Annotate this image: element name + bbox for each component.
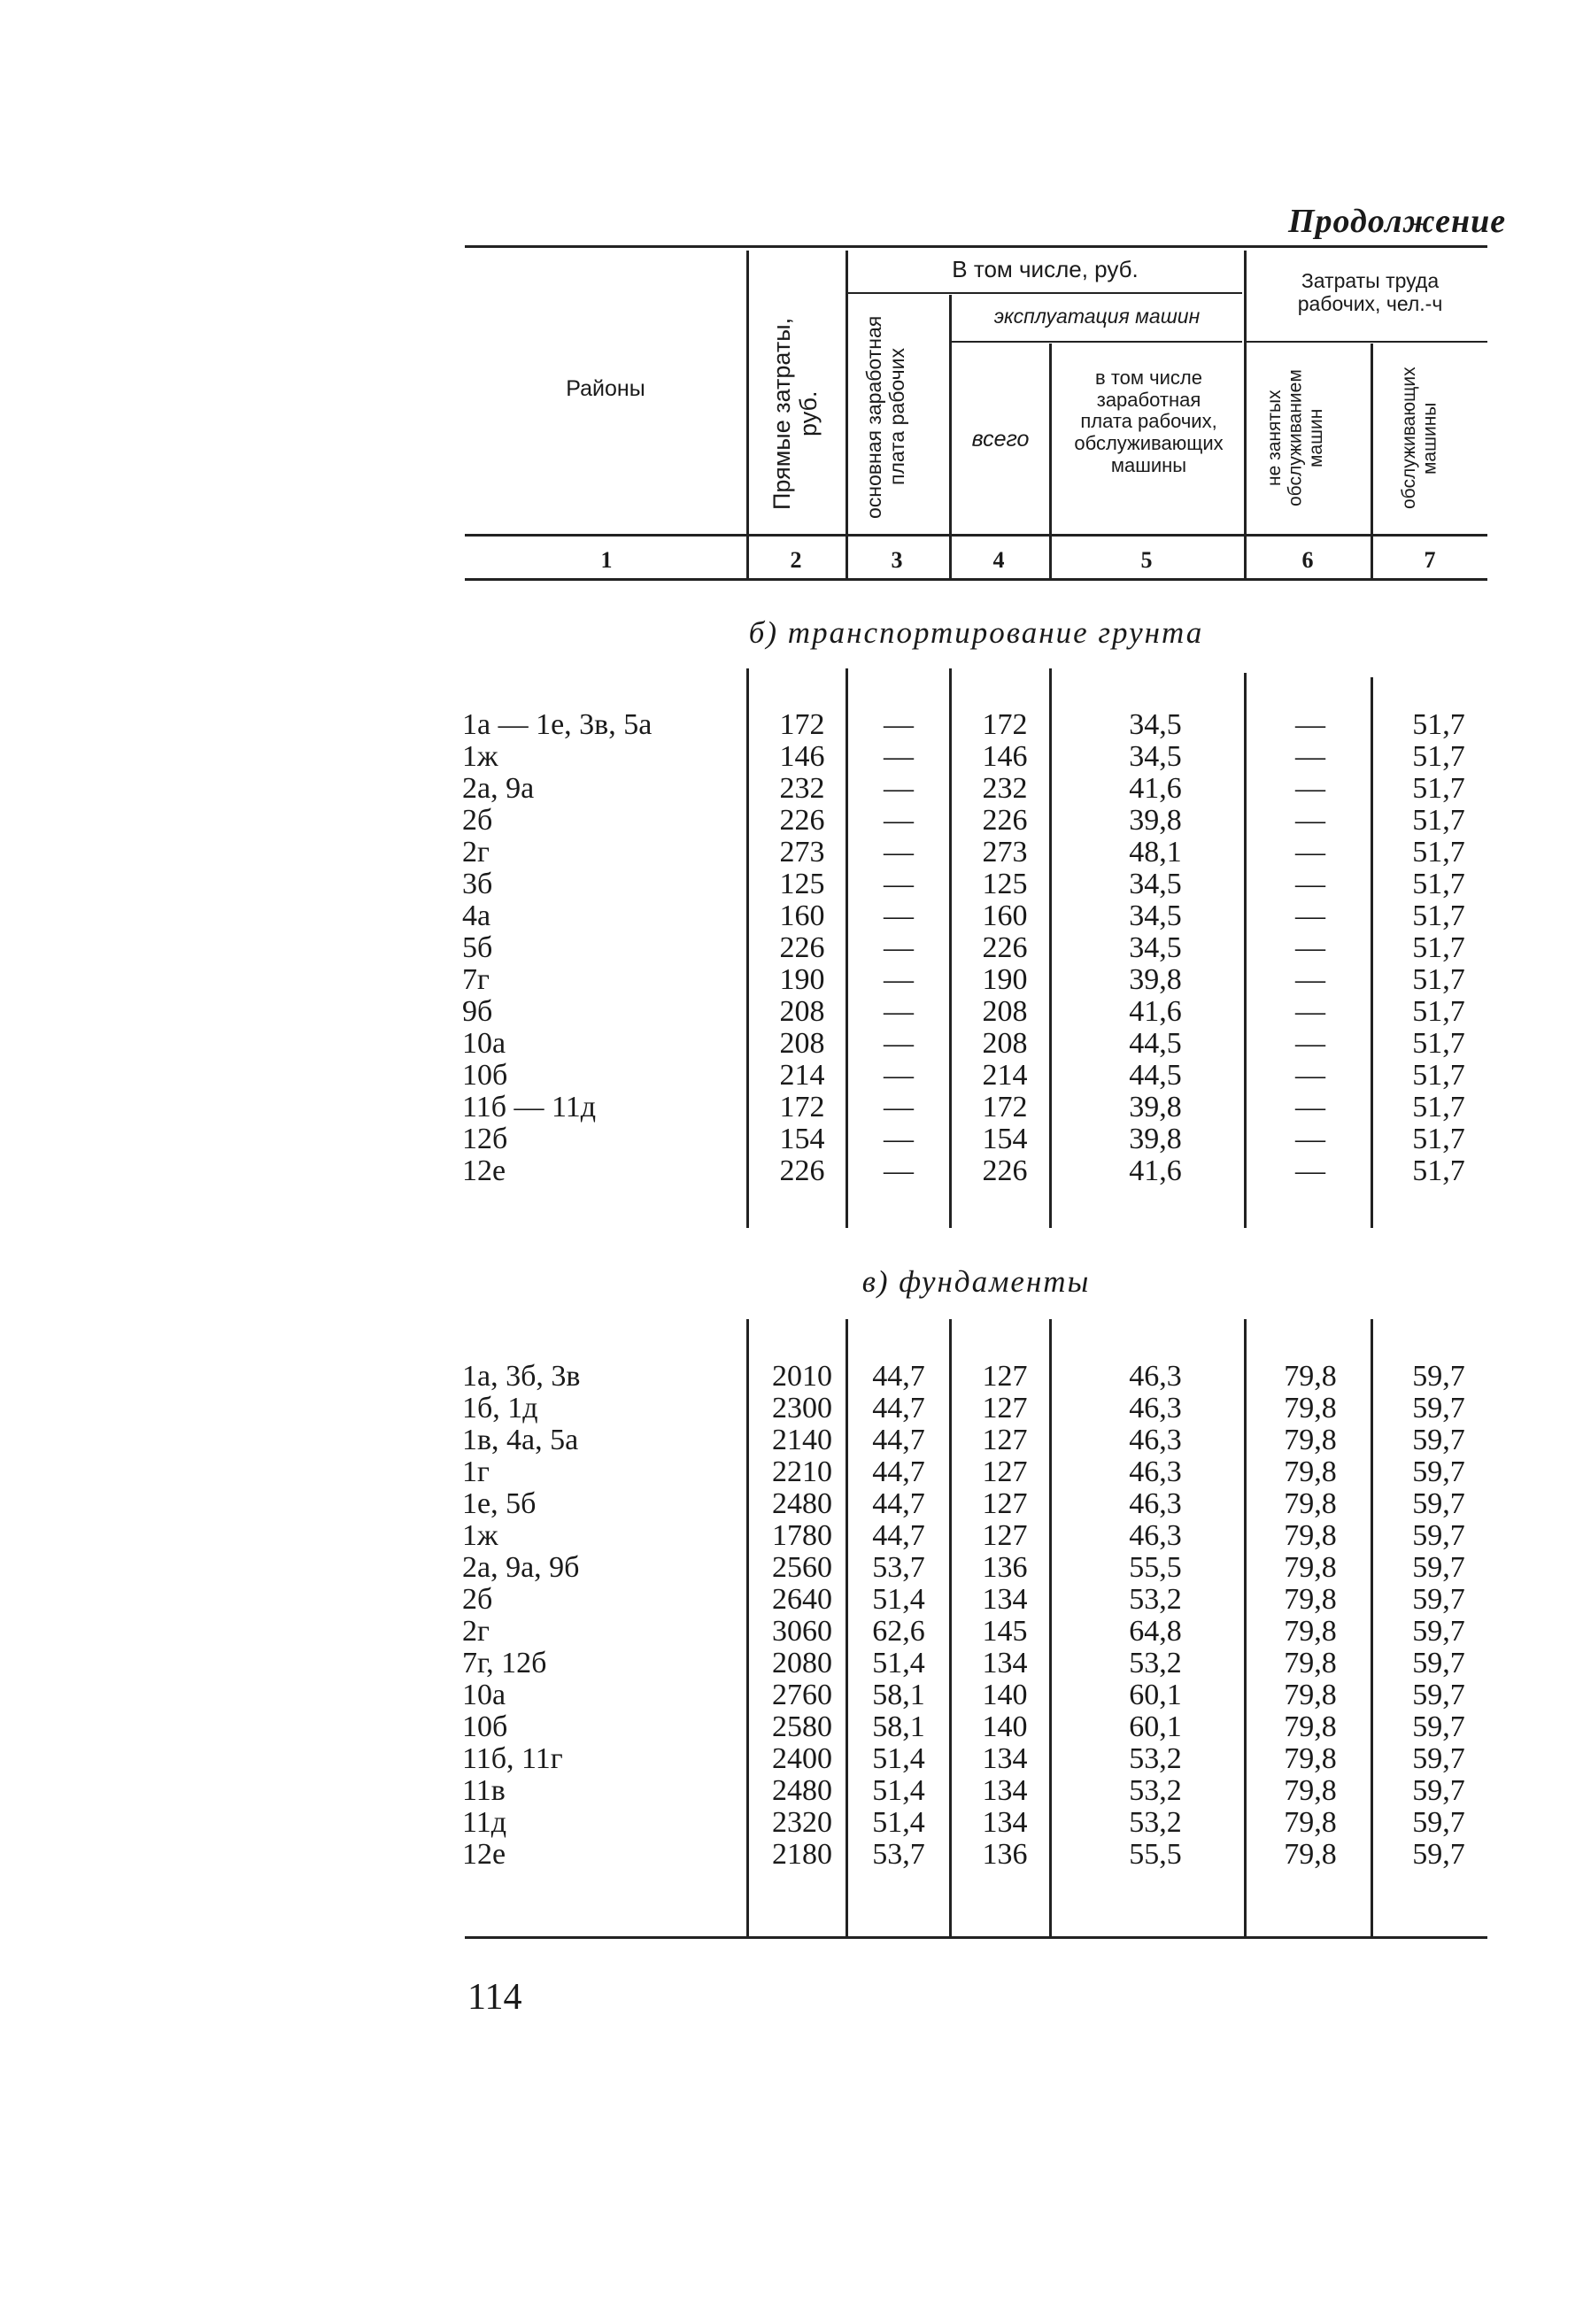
machine-service-labor-cell: 51,7 [1412,740,1465,773]
machine-service-labor-cell: 51,7 [1412,1027,1465,1060]
direct-costs-cell: 2010 [772,1360,832,1393]
table-row [0,1552,1583,1584]
machine-service-labor-cell: 59,7 [1412,1583,1465,1616]
direct-costs-cell: 2640 [772,1583,832,1616]
machine-service-labor-cell: 59,7 [1412,1710,1465,1743]
table-row [0,900,1583,932]
machine-service-labor-cell: 59,7 [1412,1647,1465,1679]
table-bottom-rule [465,1936,1487,1939]
machine-wage-cell: 46,3 [1129,1360,1182,1393]
machine-wage-cell: 53,2 [1129,1806,1182,1839]
table-row [0,1361,1583,1393]
machine-wage-cell: 53,2 [1129,1742,1182,1775]
header-sep-5 [1244,251,1247,534]
table-row [0,1648,1583,1679]
machine-service-labor-cell: 51,7 [1412,836,1465,869]
base-wage-cell: 44,7 [872,1360,925,1393]
table-row [0,1028,1583,1060]
machine-service-labor-cell: 59,7 [1412,1519,1465,1552]
machine-total-cell: 154 [982,1123,1028,1155]
num-sep-4 [1049,537,1052,578]
table-row [0,932,1583,964]
section-title-foundations: в) фундаменты [861,1264,1091,1299]
machine-service-labor-cell: 59,7 [1412,1742,1465,1775]
header-labor-costs: Затраты труда рабочих, чел.-ч [1297,269,1443,315]
base-wage-cell: 53,7 [872,1838,925,1871]
machine-total-cell: 136 [982,1551,1028,1584]
not-machine-labor-cell: 79,8 [1284,1838,1337,1871]
table-row [0,1807,1583,1839]
base-wage-cell: 44,7 [872,1487,925,1520]
machine-wage-cell: 46,3 [1129,1487,1182,1520]
machine-service-labor-cell: 51,7 [1412,899,1465,932]
table-row [0,805,1583,837]
district-cell: 2б [462,804,493,837]
direct-costs-cell: 273 [779,836,825,869]
table-row [0,1839,1583,1871]
base-wage-cell: — [884,995,914,1028]
table-row [0,1743,1583,1775]
base-wage-cell: 44,7 [872,1392,925,1425]
machine-wage-cell: 34,5 [1129,740,1182,773]
table-row [0,837,1583,869]
machine-total-cell: 134 [982,1774,1028,1807]
machine-service-labor-cell: 51,7 [1412,772,1465,805]
base-wage-cell: 51,4 [872,1583,925,1616]
table-row [0,1123,1583,1155]
machine-total-cell: 214 [982,1059,1028,1092]
machine-wage-cell: 39,8 [1129,1091,1182,1123]
direct-costs-cell: 226 [779,804,825,837]
direct-costs-cell: 2480 [772,1774,832,1807]
not-machine-labor-cell: 79,8 [1284,1583,1337,1616]
district-cell: 1ж [462,740,498,773]
section-title-transport: б) транспортирование грунта [748,615,1204,650]
column-number-7: 7 [1424,547,1436,573]
table-top-rule [465,245,1487,248]
not-machine-labor-cell: 79,8 [1284,1615,1337,1648]
base-wage-cell: — [884,963,914,996]
direct-costs-cell: 2580 [772,1710,832,1743]
machine-service-labor-cell: 51,7 [1412,995,1465,1028]
machine-total-cell: 273 [982,836,1028,869]
header-not-machine: не занятых обслуживанием машин [1264,369,1327,507]
machine-total-cell: 127 [982,1487,1028,1520]
district-cell: 1в, 4а, 5а [462,1424,579,1456]
machine-total-cell: 134 [982,1583,1028,1616]
header-sep-4 [1049,344,1052,534]
machine-service-labor-cell: 59,7 [1412,1392,1465,1425]
direct-costs-cell: 208 [779,1027,825,1060]
machine-service-labor-cell: 59,7 [1412,1487,1465,1520]
section-transport-rows [0,709,1583,1187]
including-rule [848,292,1242,294]
header-machine-service: обслуживающих машины [1399,367,1440,510]
machine-total-cell: 140 [982,1710,1028,1743]
direct-costs-cell: 226 [779,931,825,964]
machine-service-labor-cell: 59,7 [1412,1806,1465,1839]
table-row [0,1393,1583,1425]
direct-costs-cell: 208 [779,995,825,1028]
machine-total-cell: 140 [982,1679,1028,1711]
table-row [0,1092,1583,1123]
not-machine-labor-cell: 79,8 [1284,1455,1337,1488]
direct-costs-cell: 2300 [772,1392,832,1425]
not-machine-labor-cell: — [1295,804,1325,837]
machine-total-cell: 172 [982,708,1028,741]
not-machine-labor-cell: 79,8 [1284,1742,1337,1775]
header-base-wage: основная заработная плата рабочих [862,315,908,519]
direct-costs-cell: 160 [779,899,825,932]
machine-total-cell: 127 [982,1519,1028,1552]
direct-costs-cell: 2480 [772,1487,832,1520]
direct-costs-cell: 172 [779,1091,825,1123]
header-machine-operation: эксплуатация машин [993,305,1201,328]
direct-costs-cell: 2400 [772,1742,832,1775]
page-number: 114 [467,1977,522,2018]
district-cell: 10а [462,1679,506,1711]
machine-total-cell: 172 [982,1091,1028,1123]
direct-costs-cell: 2080 [772,1647,832,1679]
base-wage-cell: — [884,740,914,773]
header-sep-1 [746,251,749,534]
base-wage-cell: 44,7 [872,1455,925,1488]
machine-total-cell: 226 [982,931,1028,964]
column-numbers-rule [465,578,1487,581]
header-direct-costs: Прямые затраты, руб. [768,317,822,511]
machine-wage-cell: 34,5 [1129,868,1182,900]
machine-service-labor-cell: 51,7 [1412,868,1465,900]
machine-service-labor-cell: 51,7 [1412,1154,1465,1187]
machine-service-labor-cell: 59,7 [1412,1838,1465,1871]
machine-service-labor-cell: 59,7 [1412,1455,1465,1488]
base-wage-cell: — [884,1027,914,1060]
machine-wage-cell: 46,3 [1129,1424,1182,1456]
machine-total-cell: 127 [982,1424,1028,1456]
machine-total-cell: 232 [982,772,1028,805]
district-cell: 2б [462,1583,493,1616]
machine-total-cell: 127 [982,1392,1028,1425]
district-cell: 1а, 3б, 3в [462,1360,581,1393]
table-row [0,1060,1583,1092]
machine-wage-cell: 39,8 [1129,1123,1182,1155]
not-machine-labor-cell: 79,8 [1284,1392,1337,1425]
machine-wage-cell: 53,2 [1129,1774,1182,1807]
not-machine-labor-cell: — [1295,772,1325,805]
table-row [0,1425,1583,1456]
machine-service-labor-cell: 51,7 [1412,804,1465,837]
machine-total-cell: 208 [982,1027,1028,1060]
not-machine-labor-cell: 79,8 [1284,1487,1337,1520]
machine-wage-cell: 46,3 [1129,1519,1182,1552]
machine-wage-cell: 53,2 [1129,1647,1182,1679]
machine-wage-cell: 41,6 [1129,995,1182,1028]
machine-service-labor-cell: 51,7 [1412,708,1465,741]
district-cell: 10а [462,1027,506,1060]
base-wage-cell: 51,4 [872,1774,925,1807]
direct-costs-cell: 190 [779,963,825,996]
not-machine-labor-cell: — [1295,1154,1325,1187]
base-wage-cell: — [884,1059,914,1092]
machine-total-cell: 146 [982,740,1028,773]
not-machine-labor-cell: — [1295,931,1325,964]
num-sep-6 [1371,537,1373,578]
machine-wage-cell: 34,5 [1129,899,1182,932]
base-wage-cell: — [884,868,914,900]
base-wage-cell: 58,1 [872,1710,925,1743]
direct-costs-cell: 214 [779,1059,825,1092]
machine-total-cell: 145 [982,1615,1028,1648]
machine-wage-cell: 64,8 [1129,1615,1182,1648]
base-wage-cell: — [884,1091,914,1123]
base-wage-cell: — [884,804,914,837]
column-number-5: 5 [1140,547,1153,573]
machine-service-labor-cell: 59,7 [1412,1774,1465,1807]
district-cell: 2а, 9а, 9б [462,1551,580,1584]
not-machine-labor-cell: 79,8 [1284,1424,1337,1456]
district-cell: 12б [462,1123,508,1155]
district-cell: 9б [462,995,493,1028]
direct-costs-cell: 232 [779,772,825,805]
direct-costs-cell: 2140 [772,1424,832,1456]
section-foundations-rows [0,1361,1583,1871]
direct-costs-cell: 2210 [772,1455,832,1488]
base-wage-cell: 51,4 [872,1806,925,1839]
machine-wage-cell: 55,5 [1129,1551,1182,1584]
table-row [0,996,1583,1028]
district-cell: 7г, 12б [462,1647,547,1679]
base-wage-cell: 51,4 [872,1742,925,1775]
header-sep-3 [949,295,952,534]
district-cell: 1г [462,1455,490,1488]
direct-costs-cell: 2320 [772,1806,832,1839]
district-cell: 4а [462,899,491,932]
not-machine-labor-cell: 79,8 [1284,1806,1337,1839]
machine-wage-cell: 39,8 [1129,804,1182,837]
direct-costs-cell: 172 [779,708,825,741]
base-wage-cell: — [884,1123,914,1155]
table-row [0,773,1583,805]
header-including: В том числе, руб. [952,256,1139,282]
base-wage-cell: 62,6 [872,1615,925,1648]
machine-total-cell: 127 [982,1455,1028,1488]
table-row [0,1155,1583,1187]
num-sep-5 [1244,537,1247,578]
machine-wage-cell: 41,6 [1129,772,1182,805]
machine-total-cell: 226 [982,1154,1028,1187]
direct-costs-cell: 2180 [772,1838,832,1871]
machine-wage-cell: 44,5 [1129,1027,1182,1060]
district-cell: 2г [462,836,490,869]
machine-service-labor-cell: 51,7 [1412,1059,1465,1092]
header-sep-2 [846,251,848,534]
machine-total-cell: 125 [982,868,1028,900]
not-machine-labor-cell: — [1295,963,1325,996]
table-row [0,1616,1583,1648]
machine-service-labor-cell: 51,7 [1412,931,1465,964]
column-number-6: 6 [1301,547,1314,573]
machine-total-cell: 160 [982,899,1028,932]
district-cell: 11д [462,1806,507,1839]
machine-total-cell: 208 [982,995,1028,1028]
district-cell: 3б [462,868,493,900]
table-row [0,964,1583,996]
not-machine-labor-cell: — [1295,1091,1325,1123]
machine-operation-rule [952,341,1242,343]
machine-service-labor-cell: 51,7 [1412,1123,1465,1155]
direct-costs-cell: 125 [779,868,825,900]
district-cell: 2г [462,1615,490,1648]
table-row [0,1775,1583,1807]
machine-wage-cell: 46,3 [1129,1392,1182,1425]
header-districts: Районы [566,376,645,401]
district-cell: 1ж [462,1519,498,1552]
machine-total-cell: 134 [982,1742,1028,1775]
machine-wage-cell: 60,1 [1129,1679,1182,1711]
machine-wage-cell: 41,6 [1129,1154,1182,1187]
not-machine-labor-cell: — [1295,1027,1325,1060]
not-machine-labor-cell: — [1295,868,1325,900]
direct-costs-cell: 2560 [772,1551,832,1584]
district-cell: 12е [462,1838,506,1871]
table-row [0,1584,1583,1616]
district-cell: 12е [462,1154,506,1187]
district-cell: 11в [462,1774,506,1807]
district-cell: 10б [462,1059,508,1092]
machine-wage-cell: 55,5 [1129,1838,1182,1871]
base-wage-cell: 58,1 [872,1679,925,1711]
machine-wage-cell: 46,3 [1129,1455,1182,1488]
district-cell: 10б [462,1710,508,1743]
not-machine-labor-cell: 79,8 [1284,1679,1337,1711]
not-machine-labor-cell: — [1295,836,1325,869]
machine-service-labor-cell: 51,7 [1412,1091,1465,1123]
machine-wage-cell: 34,5 [1129,708,1182,741]
base-wage-cell: — [884,931,914,964]
labor-rule [1247,341,1487,343]
district-cell: 1е, 5б [462,1487,537,1520]
not-machine-labor-cell: 79,8 [1284,1360,1337,1393]
machine-service-labor-cell: 59,7 [1412,1679,1465,1711]
continuation-label: Продолжение [1288,203,1507,240]
not-machine-labor-cell: 79,8 [1284,1774,1337,1807]
not-machine-labor-cell: — [1295,899,1325,932]
base-wage-cell: 44,7 [872,1424,925,1456]
direct-costs-cell: 154 [779,1123,825,1155]
machine-service-labor-cell: 59,7 [1412,1360,1465,1393]
header-sep-6 [1371,344,1373,534]
district-cell: 11б — 11д [462,1091,597,1123]
machine-total-cell: 134 [982,1647,1028,1679]
machine-wage-cell: 39,8 [1129,963,1182,996]
machine-wage-cell: 48,1 [1129,836,1182,869]
machine-total-cell: 190 [982,963,1028,996]
header-machine-wage: в том числе заработная плата рабочих, обслуживающих машины [1074,367,1224,476]
machine-service-labor-cell: 59,7 [1412,1424,1465,1456]
base-wage-cell: 51,4 [872,1647,925,1679]
not-machine-labor-cell: 79,8 [1284,1710,1337,1743]
district-cell: 1а — 1е, 3в, 5а [462,708,653,741]
base-wage-cell: — [884,1154,914,1187]
header-divider-rule [465,534,1487,537]
machine-total-cell: 134 [982,1806,1028,1839]
machine-total-cell: 127 [982,1360,1028,1393]
machine-wage-cell: 60,1 [1129,1710,1182,1743]
table-row [0,1488,1583,1520]
not-machine-labor-cell: 79,8 [1284,1519,1337,1552]
not-machine-labor-cell: — [1295,1123,1325,1155]
not-machine-labor-cell: 79,8 [1284,1647,1337,1679]
base-wage-cell: — [884,836,914,869]
district-cell: 11б, 11г [462,1742,563,1775]
table-row [0,1456,1583,1488]
direct-costs-cell: 146 [779,740,825,773]
table-row [0,1679,1583,1711]
machine-wage-cell: 44,5 [1129,1059,1182,1092]
header-total: всего [971,427,1030,452]
direct-costs-cell: 1780 [772,1519,832,1552]
not-machine-labor-cell: — [1295,1059,1325,1092]
district-cell: 2а, 9а [462,772,535,805]
machine-service-labor-cell: 59,7 [1412,1615,1465,1648]
column-number-3: 3 [891,547,903,573]
direct-costs-cell: 3060 [772,1615,832,1648]
table-row [0,869,1583,900]
machine-total-cell: 136 [982,1838,1028,1871]
district-cell: 1б, 1д [462,1392,538,1425]
not-machine-labor-cell: — [1295,740,1325,773]
not-machine-labor-cell: 79,8 [1284,1551,1337,1584]
direct-costs-cell: 226 [779,1154,825,1187]
column-number-1: 1 [600,547,613,573]
machine-service-labor-cell: 59,7 [1412,1551,1465,1584]
machine-service-labor-cell: 51,7 [1412,963,1465,996]
table-row [0,1520,1583,1552]
base-wage-cell: 53,7 [872,1551,925,1584]
base-wage-cell: — [884,708,914,741]
base-wage-cell: 44,7 [872,1519,925,1552]
not-machine-labor-cell: — [1295,708,1325,741]
base-wage-cell: — [884,899,914,932]
table-row [0,741,1583,773]
table-row [0,1711,1583,1743]
direct-costs-cell: 2760 [772,1679,832,1711]
not-machine-labor-cell: — [1295,995,1325,1028]
table-row [0,709,1583,741]
base-wage-cell: — [884,772,914,805]
column-number-4: 4 [992,547,1005,573]
machine-wage-cell: 53,2 [1129,1583,1182,1616]
district-cell: 5б [462,931,493,964]
machine-total-cell: 226 [982,804,1028,837]
district-cell: 7г [462,963,490,996]
column-number-2: 2 [790,547,802,573]
machine-wage-cell: 34,5 [1129,931,1182,964]
